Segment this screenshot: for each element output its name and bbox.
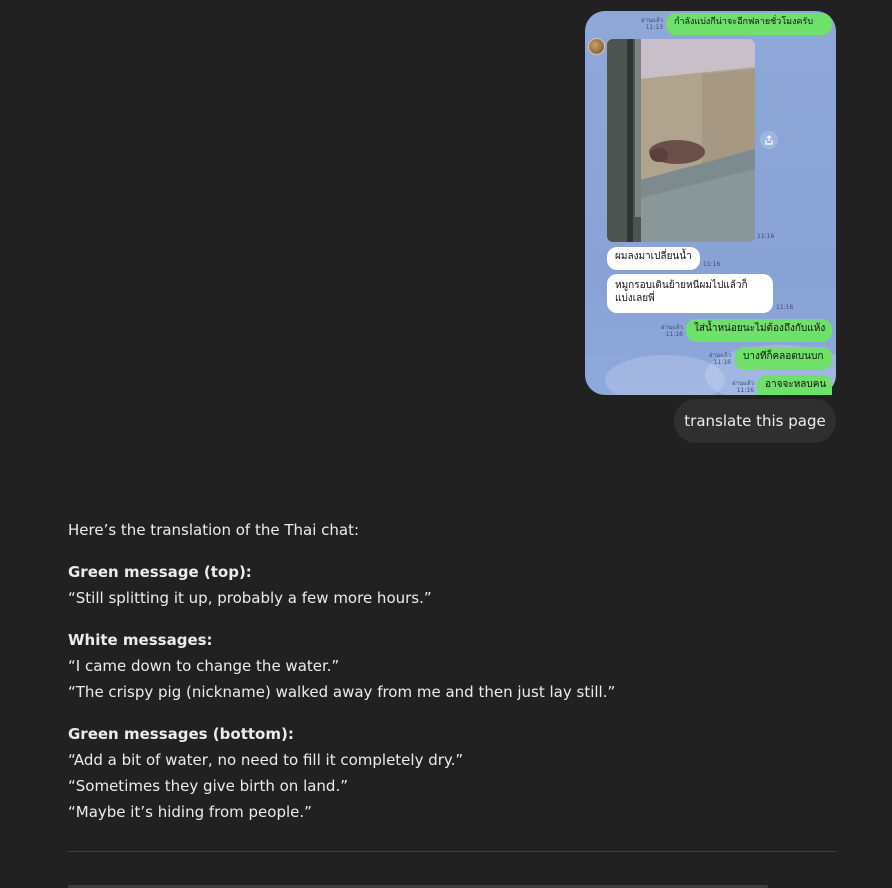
translation-line: “Sometimes they give birth on land.” [68,777,348,795]
read-receipt: อ่านแล้ว 11:16 [732,380,754,394]
truncated-text-line [68,880,768,888]
hippo-enclosure-image [607,39,755,242]
answer-intro: Here’s the translation of the Thai chat: [68,521,360,539]
green-message-3: อาจจะหลบคน [757,375,832,395]
white-message-1-time: 11:16 [703,261,721,268]
translation-line: “Add a bit of water, no need to fill it completely dry.” [68,751,464,769]
assistant-answer [68,517,838,825]
translation-line: “Still splitting it up, probably a few more hours.” [68,589,432,607]
user-message-bubble [674,399,836,443]
translation-line: “Maybe it’s hiding from people.” [68,803,312,821]
user-message-text: translate this page [684,412,826,430]
read-receipt: อ่านแล้ว 11:16 [661,324,683,338]
white-message-1: ผมลงมาเปลี่ยนน้ำ [607,247,700,270]
section-heading: Green message (top): [68,563,252,581]
white-message-2: หมูกรอบเดินย้ายหนีผมไปแล้วก็แบ่งเลยพี่ [607,274,773,313]
translation-line: “The crispy pig (nickname) walked away from me and then just lay still.” [68,683,616,701]
chat-photo[interactable] [607,39,755,242]
divider [68,851,836,852]
section-heading: White messages: [68,631,213,649]
sender-avatar [588,38,605,55]
green-message-top: กำลังแบ่งกีน่าจะอีกฟลายชั่วโมงครับ [666,13,832,35]
section-heading: Green messages (bottom): [68,725,294,743]
translation-line: “I came down to change the water.” [68,657,340,675]
photo-time: 11:16 [757,233,775,240]
read-receipt: อ่านแล้ว 11:13 [641,17,663,31]
green-message-2: บางทีก็คลอดบนบก [735,347,832,370]
green-message-1: ใส่น้ำหน่อยนะไม่ต้องถึงกับแห้ง [686,319,832,342]
read-receipt: อ่านแล้ว 11:16 [709,352,731,366]
share-icon[interactable] [760,131,778,149]
white-message-2-time: 11:16 [776,304,794,311]
